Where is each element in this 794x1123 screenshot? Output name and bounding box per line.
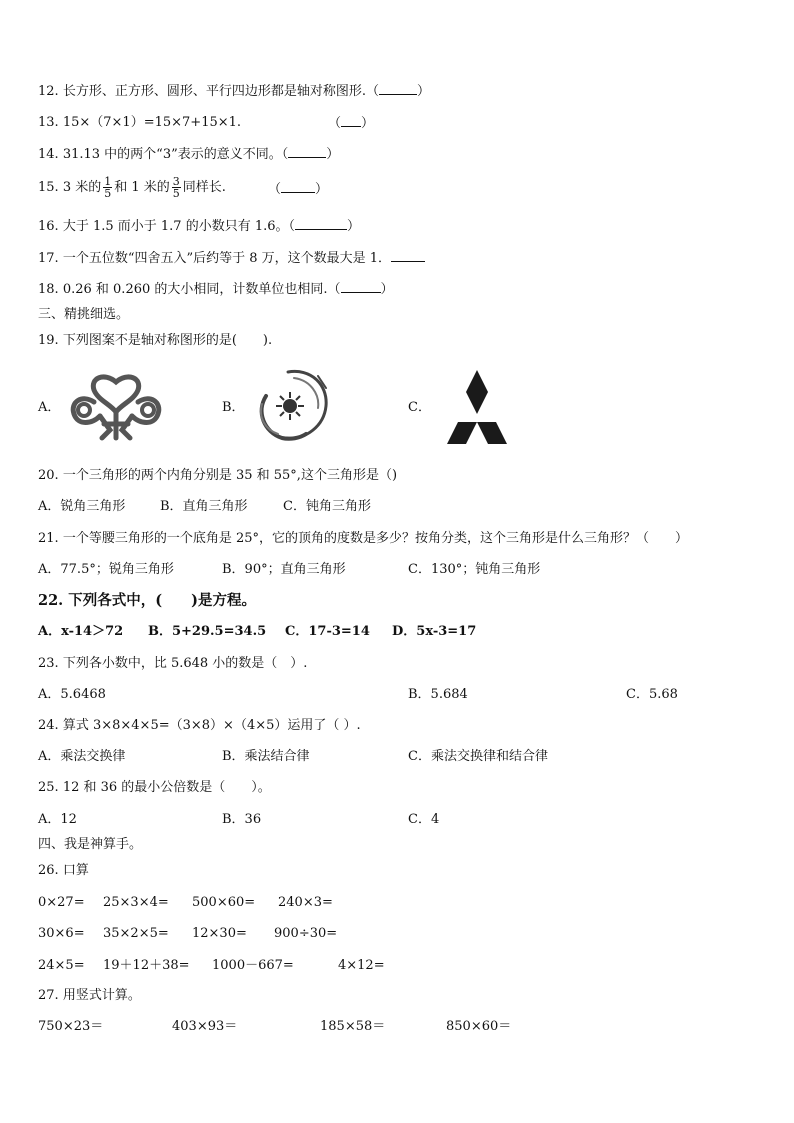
denominator: 5 — [172, 187, 180, 200]
question-text: 下列图案不是轴对称图形的是( ). — [62, 333, 273, 348]
question-15-answer — [268, 180, 328, 199]
question-text: 长方形、正方形、圆形、平行四边形都是轴对称图形.（ — [62, 84, 379, 99]
question-21 — [38, 530, 688, 548]
question-number: 26. — [38, 863, 59, 878]
question-19 — [38, 332, 272, 350]
question-text: 口算 — [62, 863, 89, 878]
question-text: 0.26 和 0.260 的大小相同，计数单位也相同.（ — [62, 282, 341, 297]
q24-option-b[interactable]: B．乘法结合律 — [222, 749, 310, 764]
chinese-knot-icon[interactable] — [64, 372, 168, 444]
answer-blank[interactable] — [295, 217, 347, 230]
question-text: 算式 3×8×4×5=（3×8）×（4×5）运用了（ ）. — [62, 718, 361, 733]
vertical-calc-item: 403×93＝ — [172, 1019, 238, 1034]
q21-option-a[interactable]: A．77.5°；锐角三角形 — [38, 562, 174, 577]
question-16 — [38, 217, 360, 236]
question-number: 24. — [38, 718, 59, 733]
spiral-sun-icon[interactable] — [248, 366, 332, 446]
question-number: 15. — [38, 180, 59, 195]
question-20 — [38, 467, 397, 485]
question-text: 31.13 中的两个“3”表示的意义不同。（ — [62, 147, 289, 162]
q22-option-b[interactable]: B．5+29.5=34.5 — [148, 624, 267, 639]
paren-close: ） — [416, 84, 430, 99]
question-25 — [38, 779, 271, 797]
question-15 — [38, 175, 226, 201]
q25-option-b[interactable]: B．36 — [222, 812, 262, 827]
question-number: 27. — [38, 988, 59, 1003]
question-number: 16. — [38, 219, 59, 234]
vertical-calc-item: 185×58＝ — [320, 1019, 386, 1034]
question-text: 用竖式计算。 — [62, 988, 141, 1003]
question-text: 大于 1.5 而小于 1.7 的小数只有 1.6。（ — [62, 219, 296, 234]
answer-blank[interactable] — [379, 82, 417, 95]
question-text: 12 和 36 的最小公倍数是（ ）。 — [62, 780, 271, 795]
q21-option-c[interactable]: C．130°；钝角三角形 — [408, 562, 541, 577]
question-text: 一个三角形的两个内角分别是 35 和 55°,这个三角形是（) — [62, 468, 398, 483]
calc-item: 4×12= — [338, 958, 385, 973]
question-text: 下列各小数中，比 5.648 小的数是（ ）. — [62, 656, 308, 671]
question-23 — [38, 655, 307, 673]
question-text: 同样长. — [182, 180, 226, 195]
answer-blank[interactable] — [391, 249, 425, 262]
calc-item: 25×3×4= — [103, 895, 169, 910]
vertical-calc-item: 750×23＝ — [38, 1019, 104, 1034]
question-number: 21. — [38, 531, 59, 546]
q24-option-c[interactable]: C．乘法交换律和结合律 — [408, 749, 548, 764]
paren-open: （ — [268, 182, 282, 197]
q22-option-d[interactable]: D．5x-3=17 — [392, 624, 477, 639]
q21-option-b[interactable]: B．90°；直角三角形 — [222, 562, 346, 577]
section-4-heading: 四、我是神算手。 — [38, 837, 143, 852]
section-3-heading: 三、精挑细选。 — [38, 307, 130, 322]
answer-blank[interactable] — [281, 180, 315, 193]
q20-option-b[interactable]: B．直角三角形 — [160, 499, 248, 514]
question-13-answer — [328, 114, 374, 133]
vertical-calc-item: 850×60＝ — [446, 1019, 512, 1034]
paren-close: ） — [326, 147, 340, 162]
calc-item: 19＋12＋38= — [103, 958, 190, 973]
q25-option-c[interactable]: C．4 — [408, 812, 440, 827]
option-a-label[interactable]: A． — [38, 400, 61, 415]
question-17 — [38, 249, 425, 268]
calc-item: 30×6= — [38, 926, 85, 941]
answer-blank[interactable] — [288, 145, 326, 158]
paren-close: ） — [380, 282, 394, 297]
question-number: 19. — [38, 333, 59, 348]
three-diamonds-icon[interactable] — [436, 368, 518, 448]
q23-option-b[interactable]: B．5.684 — [408, 687, 468, 702]
option-c-label[interactable]: C． — [408, 400, 431, 415]
question-text: 3 米的 — [62, 180, 102, 195]
question-24 — [38, 717, 361, 735]
answer-blank[interactable] — [341, 114, 361, 127]
question-text: 15×（7×1）=15×7+15×1. — [62, 115, 242, 130]
numerator: 1 — [104, 175, 112, 188]
denominator: 5 — [104, 187, 112, 200]
question-number: 17. — [38, 251, 59, 266]
calc-item: 0×27= — [38, 895, 85, 910]
paren-open: （ — [328, 116, 342, 131]
calc-item: 240×3= — [278, 895, 333, 910]
question-number: 25. — [38, 780, 59, 795]
question-text: 一个等腰三角形的一个底角是 25°，它的顶角的度数是多少？按角分类，这个三角形是什么三角形？（ ） — [62, 531, 689, 546]
question-number: 20. — [38, 468, 59, 483]
question-number: 23. — [38, 656, 59, 671]
q20-option-c[interactable]: C．钝角三角形 — [283, 499, 371, 514]
question-22 — [38, 592, 256, 610]
question-number: 22. — [38, 592, 64, 609]
paren-close: ） — [347, 219, 361, 234]
option-b-label[interactable]: B． — [222, 400, 245, 415]
calc-item: 24×5= — [38, 958, 85, 973]
question-number: 13. — [38, 115, 59, 130]
fraction-1 — [103, 176, 112, 199]
q23-option-c[interactable]: C．5.68 — [626, 687, 678, 702]
question-text: 和 1 米的 — [114, 180, 170, 195]
question-18 — [38, 280, 394, 299]
q22-option-c[interactable]: C．17-3=14 — [285, 624, 370, 639]
question-13 — [38, 114, 241, 132]
answer-blank[interactable] — [341, 280, 381, 293]
question-27 — [38, 987, 141, 1005]
q25-option-a[interactable]: A．12 — [38, 812, 77, 827]
question-text: 一个五位数“四舍五入”后约等于 8 万，这个数最大是 1． — [62, 251, 392, 266]
q22-option-a[interactable]: A．x-14＞72 — [38, 624, 124, 639]
calc-item: 12×30= — [192, 926, 247, 941]
question-26 — [38, 862, 89, 880]
q20-option-a[interactable]: A．锐角三角形 — [38, 499, 126, 514]
question-12 — [38, 82, 430, 101]
calc-item: 500×60= — [192, 895, 256, 910]
calc-item: 1000－667= — [212, 958, 294, 973]
calc-item: 900÷30= — [274, 926, 338, 941]
numerator: 3 — [172, 175, 180, 188]
question-number: 18. — [38, 282, 59, 297]
question-14 — [38, 145, 339, 164]
q23-option-a[interactable]: A．5.6468 — [38, 687, 106, 702]
question-text: 下列各式中，( )是方程。 — [68, 592, 257, 609]
paren-close: ） — [315, 182, 329, 197]
paren-close: ） — [361, 116, 375, 131]
fraction-2 — [172, 176, 181, 199]
question-number: 12. — [38, 84, 59, 99]
calc-item: 35×2×5= — [103, 926, 169, 941]
q24-option-a[interactable]: A．乘法交换律 — [38, 749, 126, 764]
question-number: 14. — [38, 147, 59, 162]
